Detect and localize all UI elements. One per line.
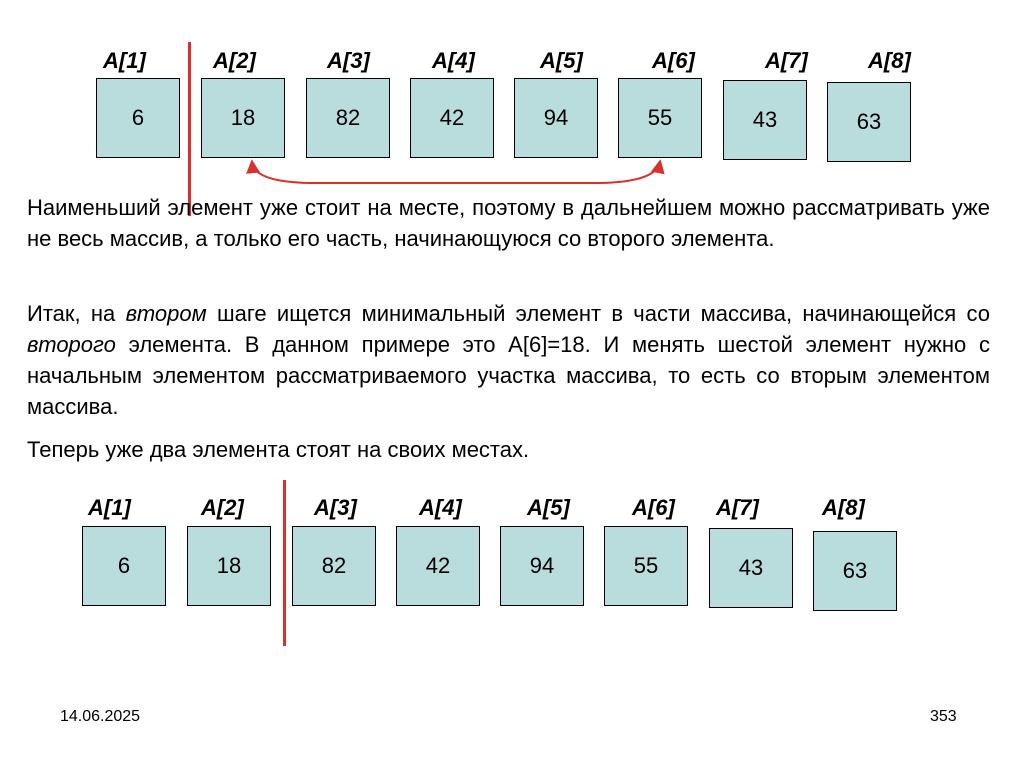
bottom-label-6: A[6] [632, 495, 675, 520]
top-label-3: A[3] [327, 48, 370, 73]
top-label-6: A[6] [652, 48, 695, 73]
bottom-label-8: A[8] [822, 495, 865, 520]
top-label-7: A[7] [765, 48, 808, 73]
bottom-cell-4: 42 [396, 526, 480, 606]
bottom-label-2: A[2] [201, 495, 244, 520]
paragraph-3: Теперь уже два элемента стоят на своих местах. [27, 437, 530, 462]
bottom-label-4: A[4] [419, 495, 462, 520]
top-cell-7: 43 [723, 80, 807, 160]
top-label-8: A[8] [868, 48, 911, 73]
bottom-cell-1: 6 [82, 526, 166, 606]
bottom-cell-6: 55 [604, 526, 688, 606]
bottom-cell-5: 94 [500, 526, 584, 606]
top-label-2: A[2] [213, 48, 256, 73]
bottom-label-1: A[1] [88, 495, 131, 520]
emphasis-second-element: второго [27, 332, 116, 357]
top-cell-4: 42 [410, 78, 494, 158]
top-label-1: A[1] [103, 48, 146, 73]
bottom-divider-line [283, 480, 286, 646]
bottom-label-5: A[5] [527, 495, 570, 520]
top-cell-3: 82 [306, 78, 390, 158]
bottom-label-3: A[3] [314, 495, 357, 520]
footer-date: 14.06.2025 [60, 708, 141, 725]
paragraph-2: Итак, на втором шаге ищется минимальный элемент в части массива, начинающейся со второго элемента. В данном примере это A[6]=18. И менять шестой элемент нужно с начальным элементом рассматриваемого участка массива, то есть со вторым элементом массива. [27, 301, 990, 419]
top-cell-6: 55 [618, 78, 702, 158]
bottom-cell-2: 18 [187, 526, 271, 606]
top-cell-2: 18 [201, 78, 285, 158]
bottom-cell-3: 82 [292, 526, 376, 606]
top-label-4: A[4] [432, 48, 475, 73]
paragraph-1: Наименьший элемент уже стоит на месте, поэтому в дальнейшем можно рассматривать уже не весь массив, а только его часть, начинающуюся со второго элемента. [27, 195, 990, 251]
top-label-5: A[5] [540, 48, 583, 73]
top-cell-8: 63 [827, 82, 911, 162]
top-cell-1: 6 [96, 78, 180, 158]
bottom-cell-7: 43 [709, 528, 793, 608]
bottom-cell-8: 63 [813, 531, 897, 611]
page-number: 353 [930, 708, 957, 725]
emphasis-second-step: втором [125, 301, 207, 326]
top-cell-5: 94 [514, 78, 598, 158]
bottom-label-7: A[7] [716, 495, 759, 520]
